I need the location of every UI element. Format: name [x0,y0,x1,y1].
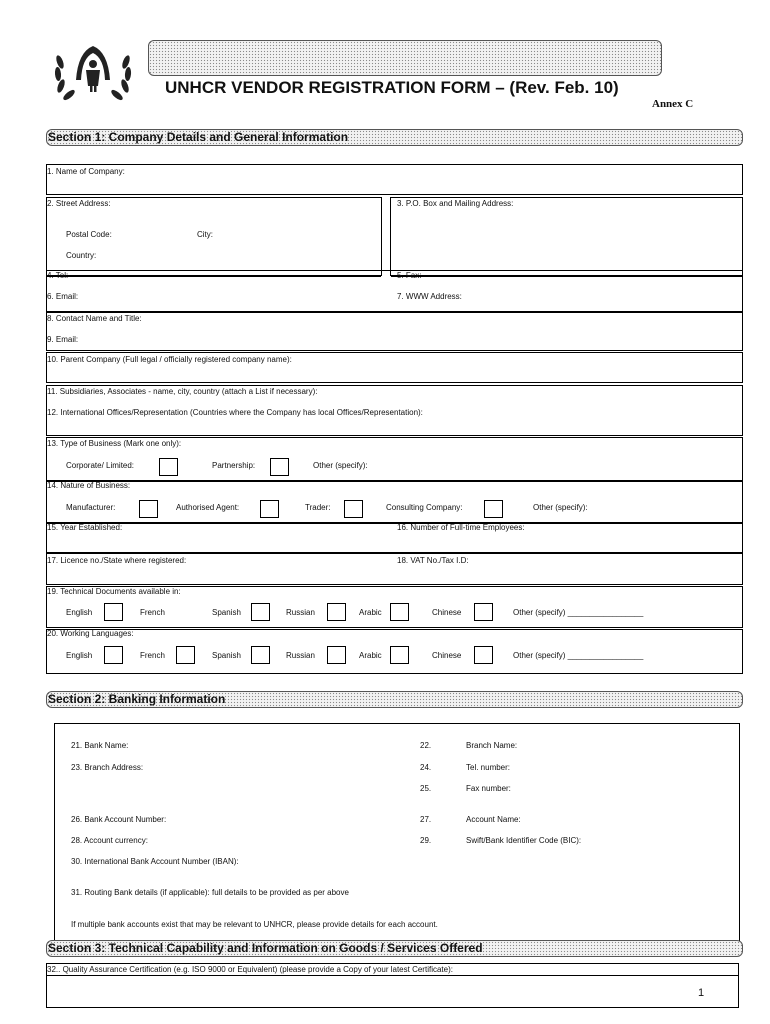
checkbox-trader[interactable] [344,500,363,518]
label-wl-french: French [140,651,165,660]
label-international-offices: 12. International Offices/Representation (Countries where the Company has local Offices/Representation): [47,408,423,417]
label-27-num: 27. [420,815,432,824]
label-authorised-agent: Authorised Agent: [176,503,240,512]
section3-title: Section 3: Technical Capability and Information on Goods / Services Offered [48,941,483,955]
label-contact-name: 8. Contact Name and Title: [47,314,142,323]
checkbox-wl-russian[interactable] [327,646,346,664]
label-country: Country: [66,251,97,260]
label-nature-of-business: 14. Nature of Business: [47,481,131,490]
label-trader: Trader: [305,503,331,512]
label-swift-bic: Swift/Bank Identifier Code (BIC): [466,836,582,845]
label-iban: 30. International Bank Account Number (IBAN): [71,857,239,866]
label-wl-arabic: Arabic [359,651,382,660]
label-wl-english: English [66,651,93,660]
label-29-num: 29. [420,836,432,845]
checkbox-td-russian[interactable] [327,603,346,621]
label-technical-documents: 19. Technical Documents available in: [47,587,181,596]
checkbox-wl-spanish[interactable] [251,646,270,664]
header-banner [148,40,662,76]
label-employees: 16. Number of Full-time Employees: [397,523,525,532]
checkbox-manufacturer[interactable] [139,500,158,518]
form-title: UNHCR VENDOR REGISTRATION FORM – (Rev. Feb. 10) [165,78,619,97]
label-tel-number: Tel. number: [466,763,511,772]
label-www-address: 7. WWW Address: [397,292,462,301]
label-branch-address: 23. Branch Address: [71,763,144,772]
unhcr-emblem-icon [50,40,136,104]
field-po-box[interactable] [390,197,743,276]
label-subsidiaries: 11. Subsidiaries, Associates - name, city, country (attach a List if necessary): [47,387,318,396]
label-wl-other: Other (specify) _________________ [513,651,644,660]
label-22-num: 22. [420,741,432,750]
checkbox-wl-french[interactable] [176,646,195,664]
label-24-num: 24. [420,763,432,772]
label-fax-number: Fax number: [466,784,511,793]
label-bank-account-number: 26. Bank Account Number: [71,815,167,824]
label-td-english: English [66,608,93,617]
label-type-of-business: 13. Type of Business (Mark one only): [47,439,182,448]
label-email: 6. Email: [47,292,79,301]
label-branch-name: Branch Name: [466,741,518,750]
checkbox-td-english[interactable] [104,603,123,621]
label-postal-code: Postal Code: [66,230,112,239]
checkbox-td-chinese[interactable] [474,603,493,621]
checkbox-wl-chinese[interactable] [474,646,493,664]
note-multiple-accounts: If multiple bank accounts exist that may be relevant to UNHCR, please provide details for each account. [71,920,438,929]
label-street-address: 2. Street Address: [47,199,111,208]
section1-title: Section 1: Company Details and General Information [48,130,349,144]
label-corporate: Corporate/ Limited: [66,461,135,470]
field-name-of-company[interactable] [46,164,743,195]
label-account-name: Account Name: [466,815,521,824]
label-td-russian: Russian [286,608,315,617]
label-fax: 5. Fax: [397,271,422,280]
checkbox-wl-english[interactable] [104,646,123,664]
label-licence: 17. Licence no./State where registered: [47,556,187,565]
label-bank-name: 21. Bank Name: [71,741,129,750]
label-name-of-company: 1. Name of Company: [47,167,125,176]
label-contact-email: 9. Email: [47,335,79,344]
checkbox-wl-arabic[interactable] [390,646,409,664]
label-manufacturer: Manufacturer: [66,503,116,512]
checkbox-corporate[interactable] [159,458,178,476]
label-td-other: Other (specify) _________________ [513,608,644,617]
label-year-established: 15. Year Established: [47,523,123,532]
label-td-french: French [140,608,165,617]
label-wl-chinese: Chinese [432,651,462,660]
banking-info-box [54,723,740,943]
checkbox-td-spanish[interactable] [251,603,270,621]
label-parent-company: 10. Parent Company (Full legal / officially registered company name): [47,355,292,364]
field-contact[interactable] [46,312,743,351]
section2-title: Section 2: Banking Information [48,692,226,706]
checkbox-consulting-company[interactable] [484,500,503,518]
label-po-box: 3. P.O. Box and Mailing Address: [397,199,514,208]
checkbox-td-arabic[interactable] [390,603,409,621]
page-number: 1 [698,987,705,999]
label-consulting-company: Consulting Company: [386,503,463,512]
label-working-languages: 20. Working Languages: [47,629,134,638]
label-wl-spanish: Spanish [212,651,241,660]
label-td-chinese: Chinese [432,608,462,617]
label-city: City: [197,230,213,239]
label-partnership: Partnership: [212,461,256,470]
label-type-other: Other (specify): [313,461,368,470]
label-wl-russian: Russian [286,651,315,660]
label-routing-bank: 31. Routing Bank details (if applicable): full details to be provided as per above [71,888,349,897]
label-td-arabic: Arabic [359,608,382,617]
label-quality-assurance: 32.. Quality Assurance Certification (e.g. ISO 9000 or Equivalent) (please provide a Copy of your latest Certificate): [47,965,453,974]
checkbox-authorised-agent[interactable] [260,500,279,518]
label-account-currency: 28. Account currency: [71,836,148,845]
annex-label: Annex C [652,98,694,110]
label-tel: 4. Tel: [47,271,69,280]
label-25-num: 25. [420,784,432,793]
label-td-spanish: Spanish [212,608,241,617]
label-vat: 18. VAT No./Tax I.D: [397,556,469,565]
label-nature-other: Other (specify): [533,503,588,512]
checkbox-partnership[interactable] [270,458,289,476]
field-year-employees[interactable] [46,523,743,553]
